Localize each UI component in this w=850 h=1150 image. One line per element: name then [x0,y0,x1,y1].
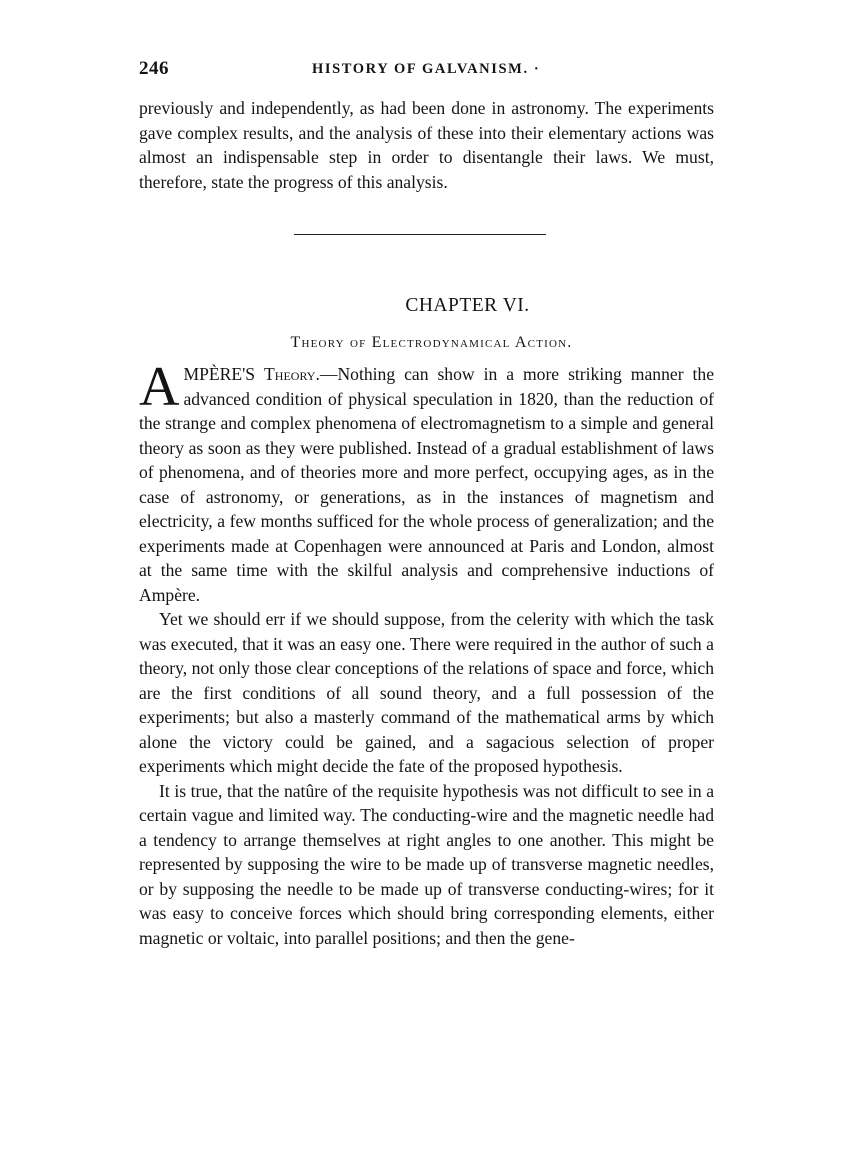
section-title: Theory. [264,364,320,384]
page-number: 246 [139,58,169,79]
running-head [139,58,714,88]
first-paragraph [139,356,714,607]
running-title: HISTORY OF GALVANISM. · [312,61,541,77]
body-paragraph: Yet we should err if we should suppose, from the celerity with which the task was executed, that it was an easy one. There were required in the author of such a theory, not only those clear conceptions of the relations of space and force, which are the first conditions of all sound theory, and a full possession of the experiments; but also a masterly command of the mathematical arms by which alone the victory could be gained, and a sagacious selection of proper experiments which might decide the fate of the proposed hypothesis. [139,609,714,776]
section-divider [294,234,546,235]
lead-in-word: MPÈRE'S [183,364,256,384]
chapter-subtitle: Theory of Electrodynamical Action. [290,334,573,351]
intro-paragraph: previously and independently, as had been done in astronomy. The experiments gave complex results, and the analysis of these into their elementary actions was almost an indispensable step in order to disentangle their laws. We must, therefore, state the progress of this analysis. [139,98,714,192]
body-paragraph: It is true, that the natûre of the requisite hypothesis was not difficult to see in a certain vague and limited way. The conducting-wire and the magnetic needle had a tendency to arrange themselves at right angles to one another. This might be represented by supposing the wire to be made up of transverse magnetic needles, or by supposing the needle to be made up of transverse conducting-wires; for it was easy to conceive forces which should bring corresponding elements, either magnetic or voltaic, into parallel positions; and then the gene- [139,780,714,948]
first-paragraph-body: —Nothing can show in a more striking manner the advanced condition of physical speculation in 1820, than the reduction of the strange and complex phenomena of electromagnetism to a simple and general theory as soon as they were published. Instead of a gradual establishment of laws of phenomena, and of theories more and more perfect, occupying ages, as in the case of astronomy, or generations, as in the instances of magnetism and electricity, a few months sufficed for the whole process of generalization; and the experiments made at Copenhagen were announced at Paris and London, almost at the same time with the skilful analysis and comprehensive inductions of Ampère. [139,364,714,605]
drop-cap: A [139,356,180,418]
chapter-heading: CHAPTER VI. [405,295,530,316]
book-page [139,58,714,950]
